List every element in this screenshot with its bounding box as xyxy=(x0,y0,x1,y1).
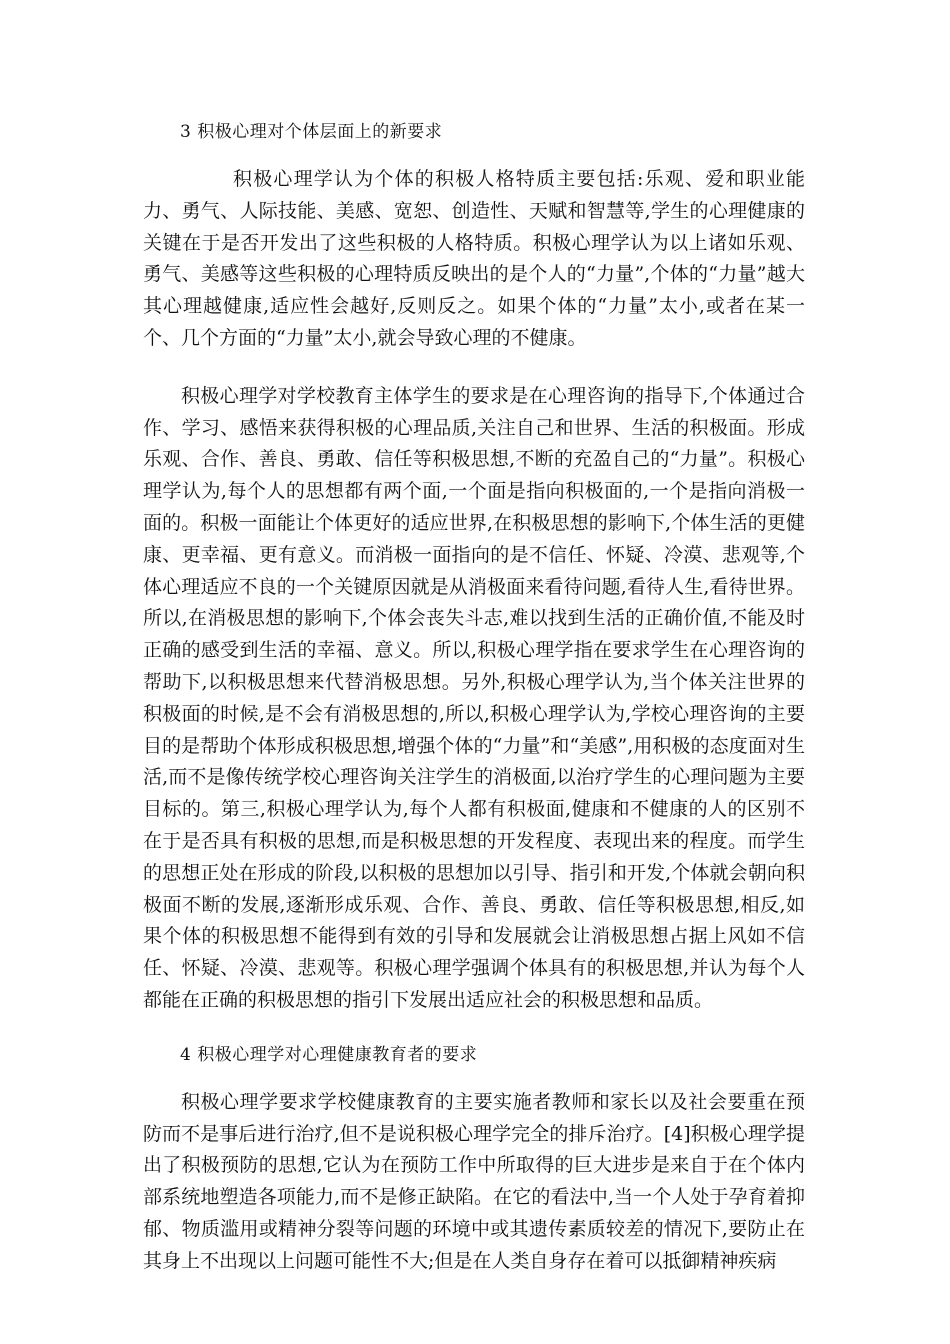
body-paragraph: 积极心理学要求学校健康教育的主要实施者教师和家长以及社会要重在预防而不是事后进行治疗,但不是说积极心理学完全的排斥治疗。[4]积极心理学提出了积极预防的思想,它认为在预防工作中所取得的巨大进步是来自于在个体内部系统地塑造各项能力,而不是修正缺陷。在它的看法中,当一个人处于孕育着抑郁、物质滥用或精神分裂等问题的环境中或其遗传素质较差的情况下,要防止在其身上不出现以上问题可能性不大;但是在人类自身存在着可以抵御精神疾病 xyxy=(143,1090,805,1272)
section-heading-4: 4 积极心理学对心理健康教育者的要求 xyxy=(180,1044,478,1065)
body-paragraph: 积极心理学对学校教育主体学生的要求是在心理咨询的指导下,个体通过合作、学习、感悟来获得积极的心理品质,关注自己和世界、生活的积极面。形成乐观、合作、善良、勇敢、信任等积极思想,不断的充盈自己的“力量”。积极心理学认为,每个人的思想都有两个面,一个面是指向积极面的,一个是指向消极一面的。积极一面能让个体更好的适应世界,在积极思想的影响下,个体生活的更健康、更幸福、更有意义。而消极一面指向的是不信任、怀疑、冷漠、悲观等,个体心理适应不良的一个关键原因就是从消极面来看待问题,看待人生,看待世界。所以,在消极思想的影响下,个体会丧失斗志,难以找到生活的正确价值,不能及时正确的感受到生活的幸福、意义。所以,积极心理学指在要求学生在心理咨询的帮助下,以积极思想来代替消极思想。另外,积极心理学认为,当个体关注世界的积极面的时候,是不会有消极思想的,所以,积极心理学认为,学校心理咨询的主要目的是帮助个体形成积极思想,增强个体的“力量”和“美感”,用积极的态度面对生活,而不是像传统学校心理咨询关注学生的消极面,以治疗学生的心理问题为主要目标的。第三,积极心理学认为,每个人都有积极面,健康和不健康的人的区别不在于是否具有积极的思想,而是积极思想的开发程度、表现出来的程度。而学生的思想正处在形成的阶段,以积极的思想加以引导、指引和开发,个体就会朝向积极面不断的发展,逐渐形成乐观、合作、善良、勇敢、信任等积极思想,相反,如果个体的积极思想不能得到有效的引导和发展就会让消极思想占据上风如不信任、怀疑、冷漠、悲观等。积极心理学强调个体具有的积极思想,并认为每个人都能在正确的积极思想的指引下发展出适应社会的积极思想和品质。 xyxy=(143,384,805,1011)
document-body xyxy=(143,120,805,1278)
body-paragraph: 积极心理学认为个体的积极人格特质主要包括:乐观、爱和职业能力、勇气、人际技能、美感、宽恕、创造性、天赋和智慧等,学生的心理健康的关键在于是否开发出了这些积极的人格特质。积极心理学认为以上诸如乐观、勇气、美感等这些积极的心理特质反映出的是个人的“力量”,个体的“力量”越大其心理越健康,适应性会越好,反则反之。如果个体的“力量”太小,或者在某一个、几个方面的“力量”太小,就会导致心理的不健康。 xyxy=(143,168,805,349)
section-heading-3: 3 积极心理对个体层面上的新要求 xyxy=(180,122,443,142)
